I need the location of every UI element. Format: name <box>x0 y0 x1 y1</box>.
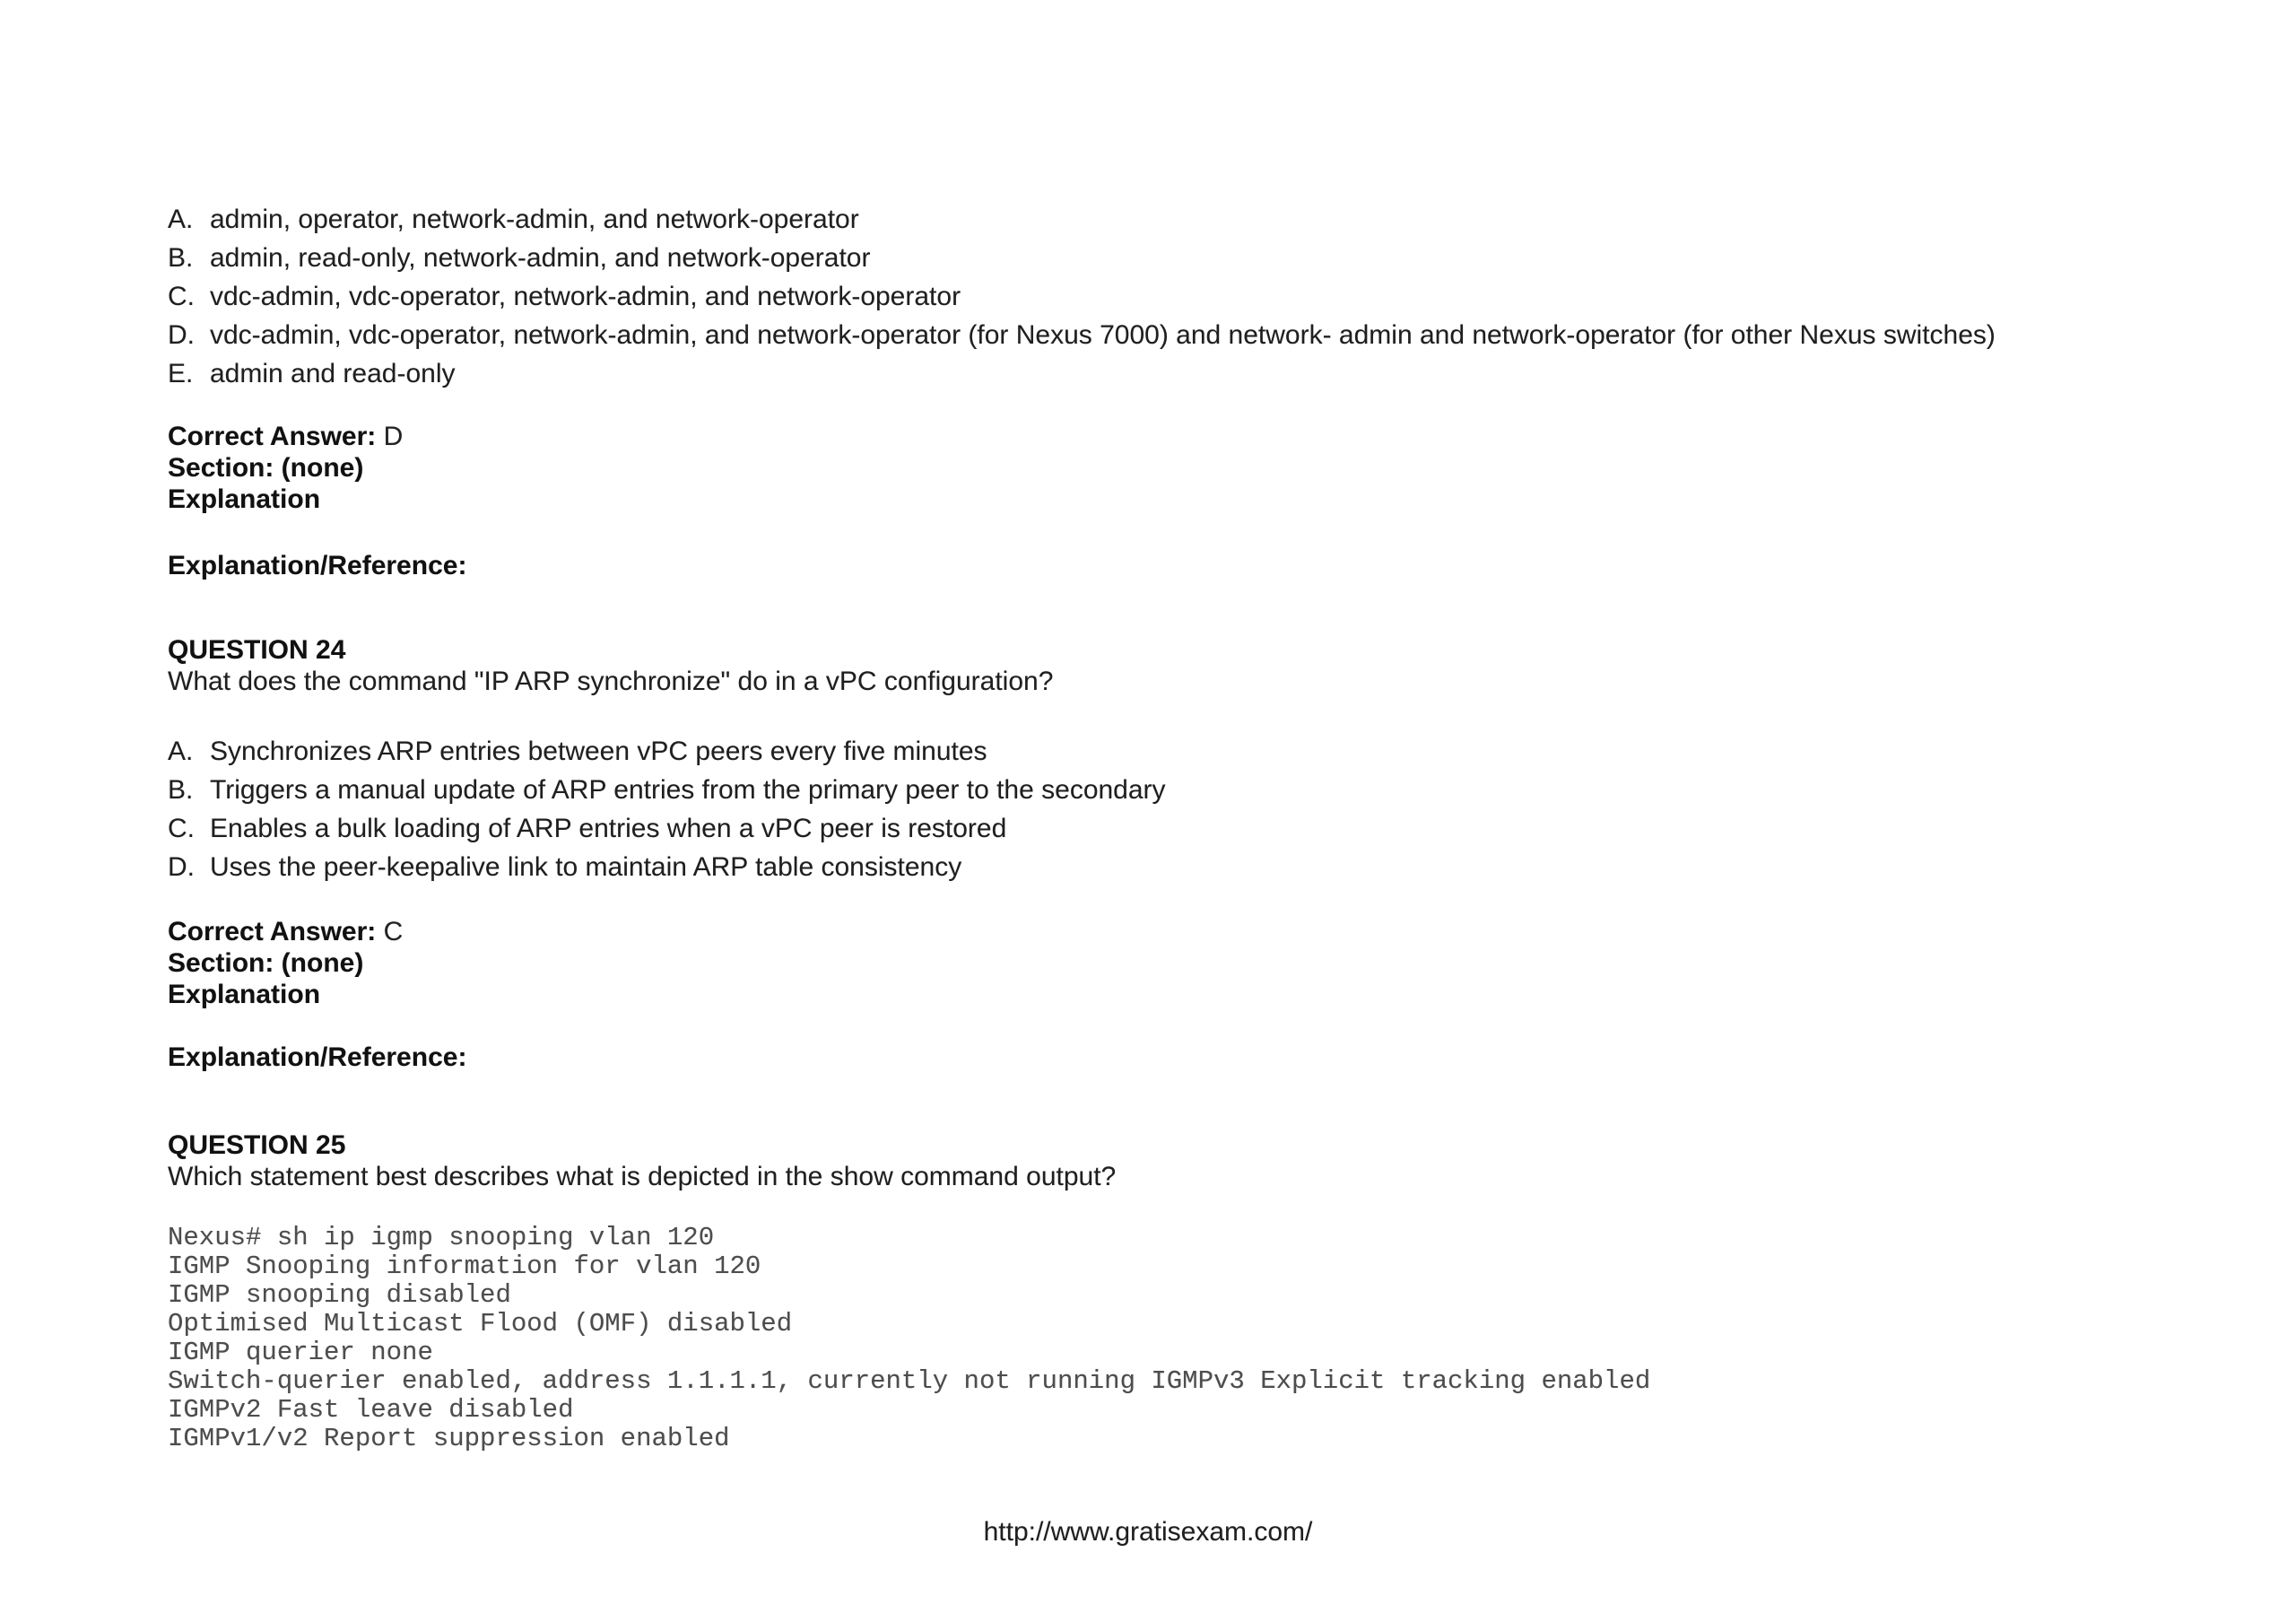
question-25-text: Which statement best describes what is depicted in the show command output? <box>168 1162 1117 1191</box>
option-letter: D. <box>168 320 195 350</box>
question-25-heading: QUESTION 25 <box>168 1130 346 1160</box>
option-row <box>168 239 2260 277</box>
option-text: Synchronizes ARP entries between vPC peers every five minutes <box>210 737 987 766</box>
option-row <box>168 277 2260 316</box>
question-24-options <box>168 732 2260 886</box>
console-line: IGMPv1/v2 Report suppression enabled <box>168 1424 730 1453</box>
question-23-options <box>168 200 2260 393</box>
option-text: admin, read-only, network-admin, and network-operator <box>210 243 871 273</box>
console-line: Optimised Multicast Flood (OMF) disabled <box>168 1309 793 1339</box>
correct-answer-line <box>168 421 2260 452</box>
footer-link[interactable]: http://www.gratisexam.com/ <box>983 1517 1313 1547</box>
question-24-answer-block <box>168 916 2260 1010</box>
section-line: Section: (none) <box>168 453 364 483</box>
question-23-answer-block <box>168 421 2260 515</box>
console-line: IGMP querier none <box>168 1338 433 1367</box>
console-line: IGMP Snooping information for vlan 120 <box>168 1251 761 1281</box>
console-line: IGMP snooping disabled <box>168 1280 511 1310</box>
explanation-line: Explanation <box>168 484 321 514</box>
option-letter: B. <box>168 243 194 273</box>
option-row <box>168 354 2260 393</box>
option-text: Uses the peer-keepalive link to maintain ARP table consistency <box>210 852 962 882</box>
question-23-reference-label: Explanation/Reference: <box>168 551 467 580</box>
option-row <box>168 848 2260 886</box>
option-text: vdc-admin, vdc-operator, network-admin, and network-operator (for Nexus 7000) and network- admin and network-operator (for other Nexus switches) <box>210 320 1996 350</box>
correct-answer-line <box>168 916 2260 947</box>
console-line: Nexus# sh ip igmp snooping vlan 120 <box>168 1223 715 1252</box>
question-25-header <box>168 1129 2260 1192</box>
correct-answer-value: D <box>383 422 404 451</box>
console-line: IGMPv2 Fast leave disabled <box>168 1395 574 1425</box>
option-letter: B. <box>168 775 194 805</box>
option-row <box>168 771 2260 809</box>
option-text: vdc-admin, vdc-operator, network-admin, and network-operator <box>210 282 961 311</box>
question-24-text: What does the command "IP ARP synchronize" do in a vPC configuration? <box>168 667 1054 696</box>
option-letter: E. <box>168 359 194 388</box>
option-text: admin and read-only <box>210 359 456 388</box>
section-line: Section: (none) <box>168 948 364 978</box>
option-letter: A. <box>168 205 194 234</box>
option-text: Enables a bulk loading of ARP entries when a vPC peer is restored <box>210 814 1007 843</box>
option-text: admin, operator, network-admin, and network-operator <box>210 205 859 234</box>
show-command-output <box>168 1224 2260 1453</box>
option-row <box>168 316 2260 354</box>
correct-answer-label: Correct Answer: <box>168 422 377 451</box>
question-24-header <box>168 634 2260 697</box>
correct-answer-value: C <box>383 917 404 946</box>
console-line: Switch-querier enabled, address 1.1.1.1, currently not running IGMPv3 Explicit tracking enabled <box>168 1366 1651 1396</box>
option-letter: C. <box>168 282 195 311</box>
option-row <box>168 200 2260 239</box>
correct-answer-label: Correct Answer: <box>168 917 377 946</box>
option-letter: C. <box>168 814 195 843</box>
option-row <box>168 732 2260 771</box>
explanation-line: Explanation <box>168 980 321 1009</box>
option-row <box>168 809 2260 848</box>
option-letter: D. <box>168 852 195 882</box>
question-24-heading: QUESTION 24 <box>168 635 346 665</box>
question-24-reference-label: Explanation/Reference: <box>168 1042 467 1072</box>
option-text: Triggers a manual update of ARP entries from the primary peer to the secondary <box>210 775 1166 805</box>
option-letter: A. <box>168 737 194 766</box>
